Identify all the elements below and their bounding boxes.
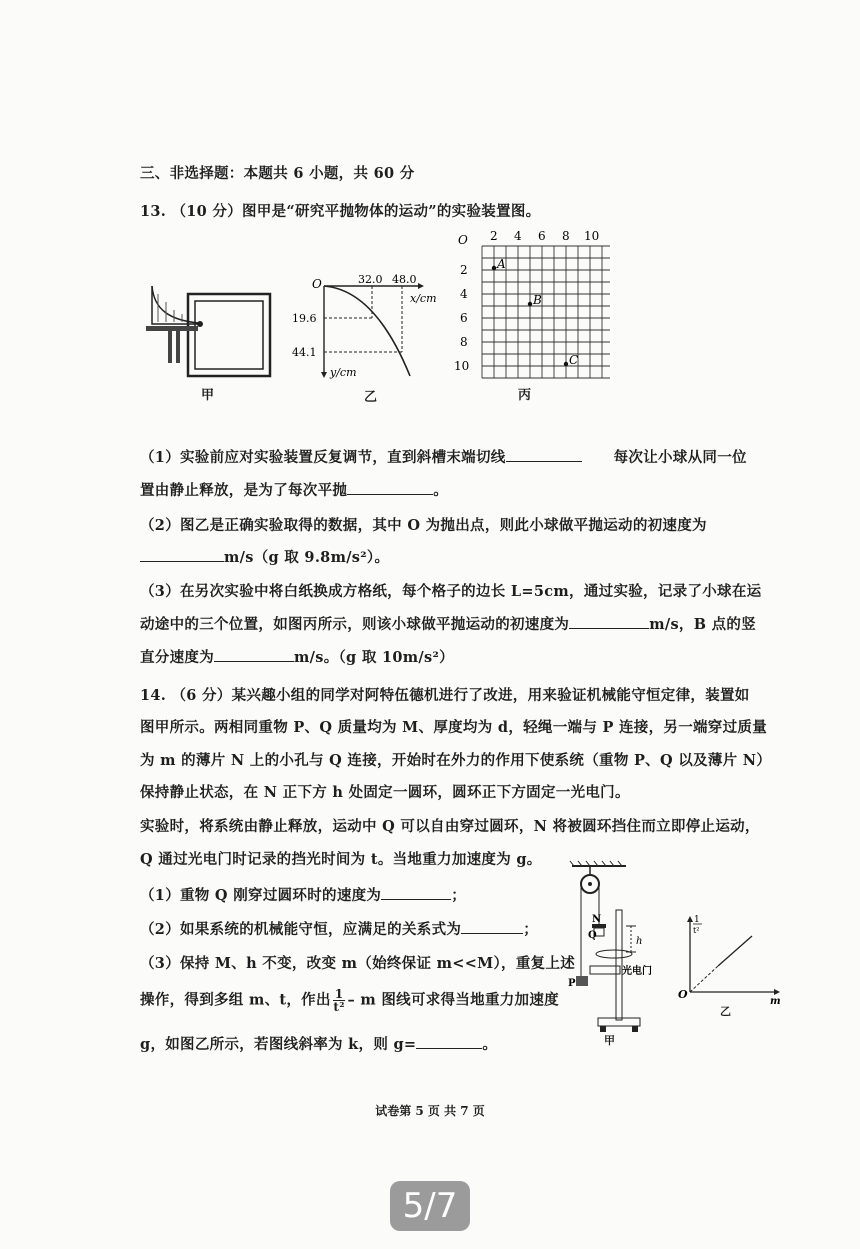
bing-xtick: 4	[514, 229, 522, 243]
answer-blank[interactable]	[381, 885, 451, 900]
label-y2: t²	[693, 926, 700, 935]
yi-yaxis: y/cm	[330, 366, 357, 379]
bing-xtick: 10	[584, 229, 600, 243]
q13-stem: 13. （10 分）图甲是“研究平抛物体的运动”的实验装置图。	[140, 203, 541, 220]
q13-figure-jia	[140, 280, 280, 380]
yi-xtick: 48.0	[392, 273, 417, 286]
yi-origin: O	[312, 277, 322, 291]
bing-ytick: 10	[454, 359, 470, 373]
answer-blank[interactable]	[506, 447, 582, 462]
bing-ytick: 8	[460, 335, 468, 349]
fraction-1-over-t2: $\frac{1}{\text{t²}}$	[333, 987, 345, 1014]
page-footer: 试卷第 5 页 共 7 页	[375, 1104, 485, 1118]
q14-line3: 为 m 的薄片 N 上的小孔与 Q 连接，开始时在外力的作用下使系统（重物 P、Q 以及薄片 N）	[140, 752, 772, 769]
q14-line6: Q 通过光电门时记录的挡光时间为 t。当地重力加速度为 g。	[140, 851, 542, 868]
bing-origin: O	[458, 233, 468, 247]
bing-ytick: 2	[460, 263, 468, 277]
bing-ytick: 6	[460, 311, 468, 325]
q14-sub1: （1）重物 Q 刚穿过圆环时的速度为 ；	[140, 887, 467, 904]
bing-point-b: B	[533, 293, 542, 307]
q14-sub3-line1: （3）保持 M、h 不变，改变 m（始终保证 m<<M），重复上述	[140, 955, 576, 972]
yi-ytick: 19.6	[292, 312, 317, 325]
answer-blank[interactable]	[569, 614, 649, 629]
label-Q: Q	[588, 930, 597, 941]
q13-caption-jia: 甲	[201, 388, 215, 403]
q13-p3-line1: （3）在另次实验中将白纸换成方格纸，每个格子的边长 L=5cm，通过实验，记录了小球在运	[140, 583, 762, 600]
q13-p1-line1: （1）实验前应对实验装置反复调节，直到斜槽末端切线 每次让小球从同一位	[140, 449, 747, 466]
q13-p2-line1: （2）图乙是正确实验取得的数据，其中 O 为抛出点，则此小球做平抛运动的初速度为	[140, 517, 707, 534]
q13-caption-bing: 丙	[518, 388, 532, 403]
yi-xaxis: x/cm	[410, 292, 437, 305]
q13-figure-bing	[450, 226, 610, 384]
bing-xtick: 6	[538, 229, 546, 243]
q14-sub2: （2）如果系统的机械能守恒，应满足的关系式为 ；	[140, 921, 538, 938]
q14-caption-jia: 甲	[604, 1034, 615, 1047]
q13-figure-yi	[290, 272, 450, 384]
q13-p3-line2: 动途中的三个位置，如图丙所示，则该小球做平抛运动的初速度为 m/s，B 点的竖	[140, 616, 757, 633]
label-P: P	[568, 978, 576, 989]
q14-line4: 保持静止状态，在 N 正下方 h 处固定一圆环，圆环正下方固定一光电门。	[140, 784, 630, 801]
q14-sub3-line3: g，如图乙所示，若图线斜率为 k，则 g= 。	[140, 1036, 498, 1053]
label-h: h	[636, 936, 643, 947]
answer-blank[interactable]	[461, 919, 523, 934]
q14-line1: 14. （6 分）某兴趣小组的同学对阿特伍德机进行了改进，用来验证机械能守恒定律，装置如	[140, 687, 750, 704]
label-gate: 光电门	[622, 966, 652, 977]
bing-xtick: 2	[490, 229, 498, 243]
q13-p2-line2: m/s（g 取 9.8m/s²）。	[140, 546, 389, 567]
q14-line5: 实验时，将系统由静止释放，运动中 Q 可以自由穿过圆环，N 将被圆环挡住而立即停止运动，	[140, 818, 760, 835]
q14-line2: 图甲所示。两相同重物 P、Q 质量均为 M、厚度均为 d，轻绳一端与 P 连接，另一端穿过质量	[140, 719, 768, 736]
q14-figure-jia	[566, 860, 676, 1050]
yi-xtick: 32.0	[358, 273, 383, 286]
answer-blank[interactable]	[214, 647, 294, 662]
bing-point-a: A	[497, 257, 506, 271]
q13-caption-yi: 乙	[364, 390, 378, 405]
label-N: N	[592, 914, 602, 925]
bing-ytick: 4	[460, 287, 468, 301]
page-indicator: 5/7	[390, 1181, 470, 1231]
bing-point-c: C	[569, 353, 579, 367]
answer-blank[interactable]	[347, 480, 433, 495]
q13-p3-line3: 直分速度为 m/s。（g 取 10m/s²）	[140, 649, 454, 666]
yi-ytick: 44.1	[292, 346, 317, 359]
label-origin: O	[678, 988, 688, 1001]
label-m: m	[770, 996, 781, 1006]
q14-caption-yi: 乙	[720, 1005, 731, 1018]
answer-blank[interactable]	[416, 1034, 482, 1049]
q14-sub3-line2: 操作，得到多组 m、t，作出 $\frac{1}{\text{t²}}$ – m 图线可求得当地重力加速度	[140, 987, 559, 1014]
q14-figure-yi	[676, 910, 786, 1006]
q13-p1-line2: 置由静止释放，是为了每次平抛 。	[140, 482, 449, 499]
answer-blank[interactable]	[140, 547, 224, 562]
bing-xtick: 8	[562, 229, 570, 243]
section-heading: 三、非选择题：本题共 6 小题，共 60 分	[140, 165, 415, 182]
label-y1: 1	[694, 915, 700, 925]
